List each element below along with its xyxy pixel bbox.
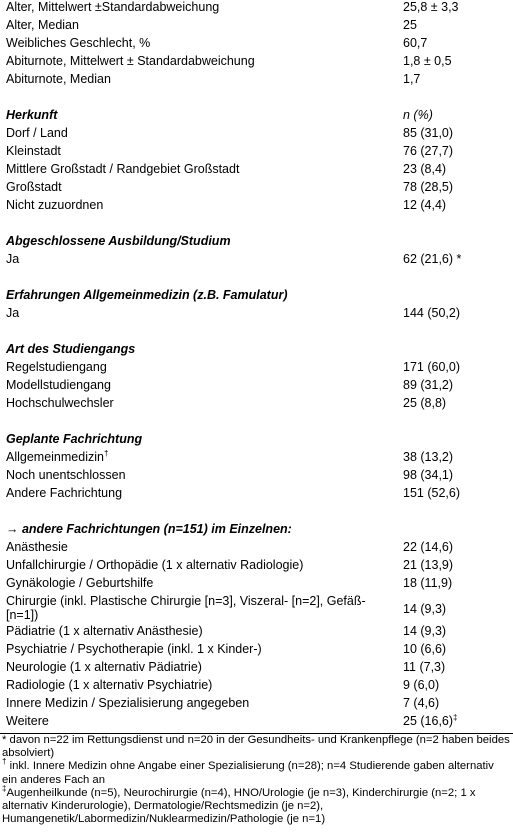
row-value: 22 (14,6) <box>403 540 454 554</box>
row-value: 78 (28,5) <box>403 180 454 194</box>
row-label: Ja <box>6 306 20 320</box>
row-value: 25 <box>403 18 417 32</box>
row-label: Regelstudiengang <box>6 360 107 374</box>
footnote-star: * davon n=22 im Rettungsdienst und n=20 in der Gesundheits- und Krankenpflege (n=2 haben beides absolviert) <box>2 734 510 760</box>
row-label: Psychiatrie / Psychotherapie (inkl. 1 x Kinder-) <box>6 642 262 656</box>
row-value: 10 (6,6) <box>403 642 447 656</box>
footnote-mark-ddagger: ‡ <box>453 712 458 722</box>
row-value: 18 (11,9) <box>403 576 453 590</box>
table-row <box>0 144 513 162</box>
table-row <box>0 696 513 714</box>
spacer-row <box>0 324 513 342</box>
table-row <box>0 396 513 414</box>
row-label: Modellstudiengang <box>6 378 111 392</box>
row-value: 1,8 ± 0,5 <box>403 54 452 68</box>
row-label: Unfallchirurgie / Orthopädie (1 x alternativ Radiologie) <box>6 558 304 572</box>
row-label: Andere Fachrichtung <box>6 486 123 500</box>
section-heading: Geplante Fachrichtung <box>6 432 143 446</box>
row-label: Radiologie (1 x alternativ Psychiatrie) <box>6 678 213 692</box>
row-label: Ja <box>6 252 20 266</box>
row-value: 98 (34,1) <box>403 468 454 482</box>
table-row <box>0 360 513 378</box>
table-row <box>0 180 513 198</box>
row-value-weitere <box>403 714 513 732</box>
row-label: Gynäkologie / Geburtshilfe <box>6 576 154 590</box>
section-heading: Erfahrungen Allgemeinmedizin (z.B. Famulatur) <box>6 288 288 302</box>
row-value: 89 (31,2) <box>403 378 454 392</box>
table-row <box>0 486 513 504</box>
row-value: 14 (9,3) <box>403 602 447 616</box>
table-row <box>0 54 513 72</box>
footnote-dagger <box>2 757 512 786</box>
table-row <box>0 624 513 642</box>
table-row <box>0 252 513 270</box>
row-value: 23 (8,4) <box>403 162 447 176</box>
row-value: 38 (13,2) <box>403 450 454 464</box>
section-heading: Abgeschlossene Ausbildung/Studium <box>6 234 231 248</box>
row-value: 144 (50,2) <box>403 306 460 320</box>
table-row <box>0 450 513 468</box>
footnote-mark-dagger: † <box>103 448 109 458</box>
row-value: 25 (16,6) <box>403 714 454 728</box>
row-label: Nicht zuzuordnen <box>6 198 104 212</box>
row-label: Hochschulwechsler <box>6 396 114 410</box>
row-label: Neurologie (1 x alternativ Pädiatrie) <box>6 660 202 674</box>
row-value: 7 (4,6) <box>403 696 440 710</box>
table-row <box>0 594 513 624</box>
section-heading-erfahrungen <box>0 288 513 306</box>
table-row <box>0 540 513 558</box>
row-label: Großstadt <box>6 180 62 194</box>
section-heading-andere <box>0 522 513 540</box>
footnote-ddagger <box>2 784 512 827</box>
row-label: Anästhesie <box>6 540 68 554</box>
row-label-allgemeinmedizin <box>0 450 403 468</box>
row-label: Abiturnote, Median <box>6 72 111 86</box>
row-value: 21 (13,9) <box>403 558 454 572</box>
row-label: Dorf / Land <box>6 126 68 140</box>
table-row <box>0 714 513 732</box>
table-row <box>0 468 513 486</box>
table-row <box>0 162 513 180</box>
row-value: 85 (31,0) <box>403 126 454 140</box>
footnote-ddagger-text: Augenheilkunde (n=5), Neurochirurgie (n=4), HNO/Urologie (je n=3), Kinderchirurgie (n=2; 1 x alternativ Kinderurologie), Dermatologie/Rechtsmedizin (je n=2), Humangenetik/Labormedizin/Nuklearmedizin/Pathologie (je n=1) <box>2 786 476 826</box>
row-value: 25 (8,8) <box>403 396 447 410</box>
row-value: 9 (6,0) <box>403 678 440 692</box>
table-row <box>0 72 513 90</box>
section-heading: Herkunft <box>6 108 58 122</box>
spacer-row <box>0 504 513 522</box>
table-row <box>0 306 513 324</box>
table-row <box>0 36 513 54</box>
table-row <box>0 0 513 18</box>
row-value: 11 (7,3) <box>403 660 446 674</box>
section-heading-fachrichtung <box>0 432 513 450</box>
row-label: Chirurgie (inkl. Plastische Chirurgie [n=3], Viszeral- [n=2], Gefäß- [n=1]) <box>6 594 366 622</box>
section-heading-herkunft <box>0 108 513 126</box>
spacer-row <box>0 414 513 432</box>
row-label: Pädiatrie (1 x alternativ Anästhesie) <box>6 624 203 638</box>
table-row <box>0 126 513 144</box>
row-label: Allgemeinmedizin <box>6 450 104 464</box>
spacer-row <box>0 90 513 108</box>
spacer-row <box>0 270 513 288</box>
table-row <box>0 18 513 36</box>
row-label: Alter, Median <box>6 18 79 32</box>
row-value: 62 (21,6) * <box>403 252 462 266</box>
row-label: Noch unentschlossen <box>6 468 126 482</box>
table-row <box>0 576 513 594</box>
row-value: 171 (60,0) <box>403 360 460 374</box>
table-row <box>0 678 513 696</box>
row-label: Kleinstadt <box>6 144 61 158</box>
section-heading-ausbildung <box>0 234 513 252</box>
row-label: Alter, Mittelwert ±Standardabweichung <box>6 0 220 14</box>
row-label: Weibliches Geschlecht, % <box>6 36 151 50</box>
row-value: 14 (9,3) <box>403 624 447 638</box>
table-row <box>0 642 513 660</box>
table-row <box>0 558 513 576</box>
spacer-row <box>0 216 513 234</box>
row-value: 1,7 <box>403 72 421 86</box>
row-label: Weitere <box>6 714 49 728</box>
row-value: 25,8 ± 3,3 <box>403 0 459 14</box>
section-heading-studiengang <box>0 342 513 360</box>
row-label: Mittlere Großstadt / Randgebiet Großstadt <box>6 162 240 176</box>
footnote-dagger-text: inkl. Innere Medizin ohne Angabe einer Spezialisierung (n=28); n=4 Studierende gaben alternativ ein anderes Fach an <box>2 760 494 786</box>
table-row <box>0 378 513 396</box>
table-row <box>0 198 513 216</box>
row-value: 151 (52,6) <box>403 486 460 500</box>
footnote-dagger-mark: † <box>2 757 7 767</box>
footnotes <box>2 734 512 826</box>
section-heading: → andere Fachrichtungen (n=151) im Einzelnen: <box>6 522 292 536</box>
section-heading: Art des Studiengangs <box>6 342 136 356</box>
row-value: 12 (4,4) <box>403 198 447 212</box>
footnote-ddagger-mark: ‡ <box>2 784 7 794</box>
unit-label: n (%) <box>403 108 433 122</box>
row-label: Abiturnote, Mittelwert ± Standardabweichung <box>6 54 255 68</box>
row-value: 76 (27,7) <box>403 144 454 158</box>
row-label: Innere Medizin / Spezialisierung angegeben <box>6 696 250 710</box>
row-value: 60,7 <box>403 36 428 50</box>
table-row <box>0 660 513 678</box>
